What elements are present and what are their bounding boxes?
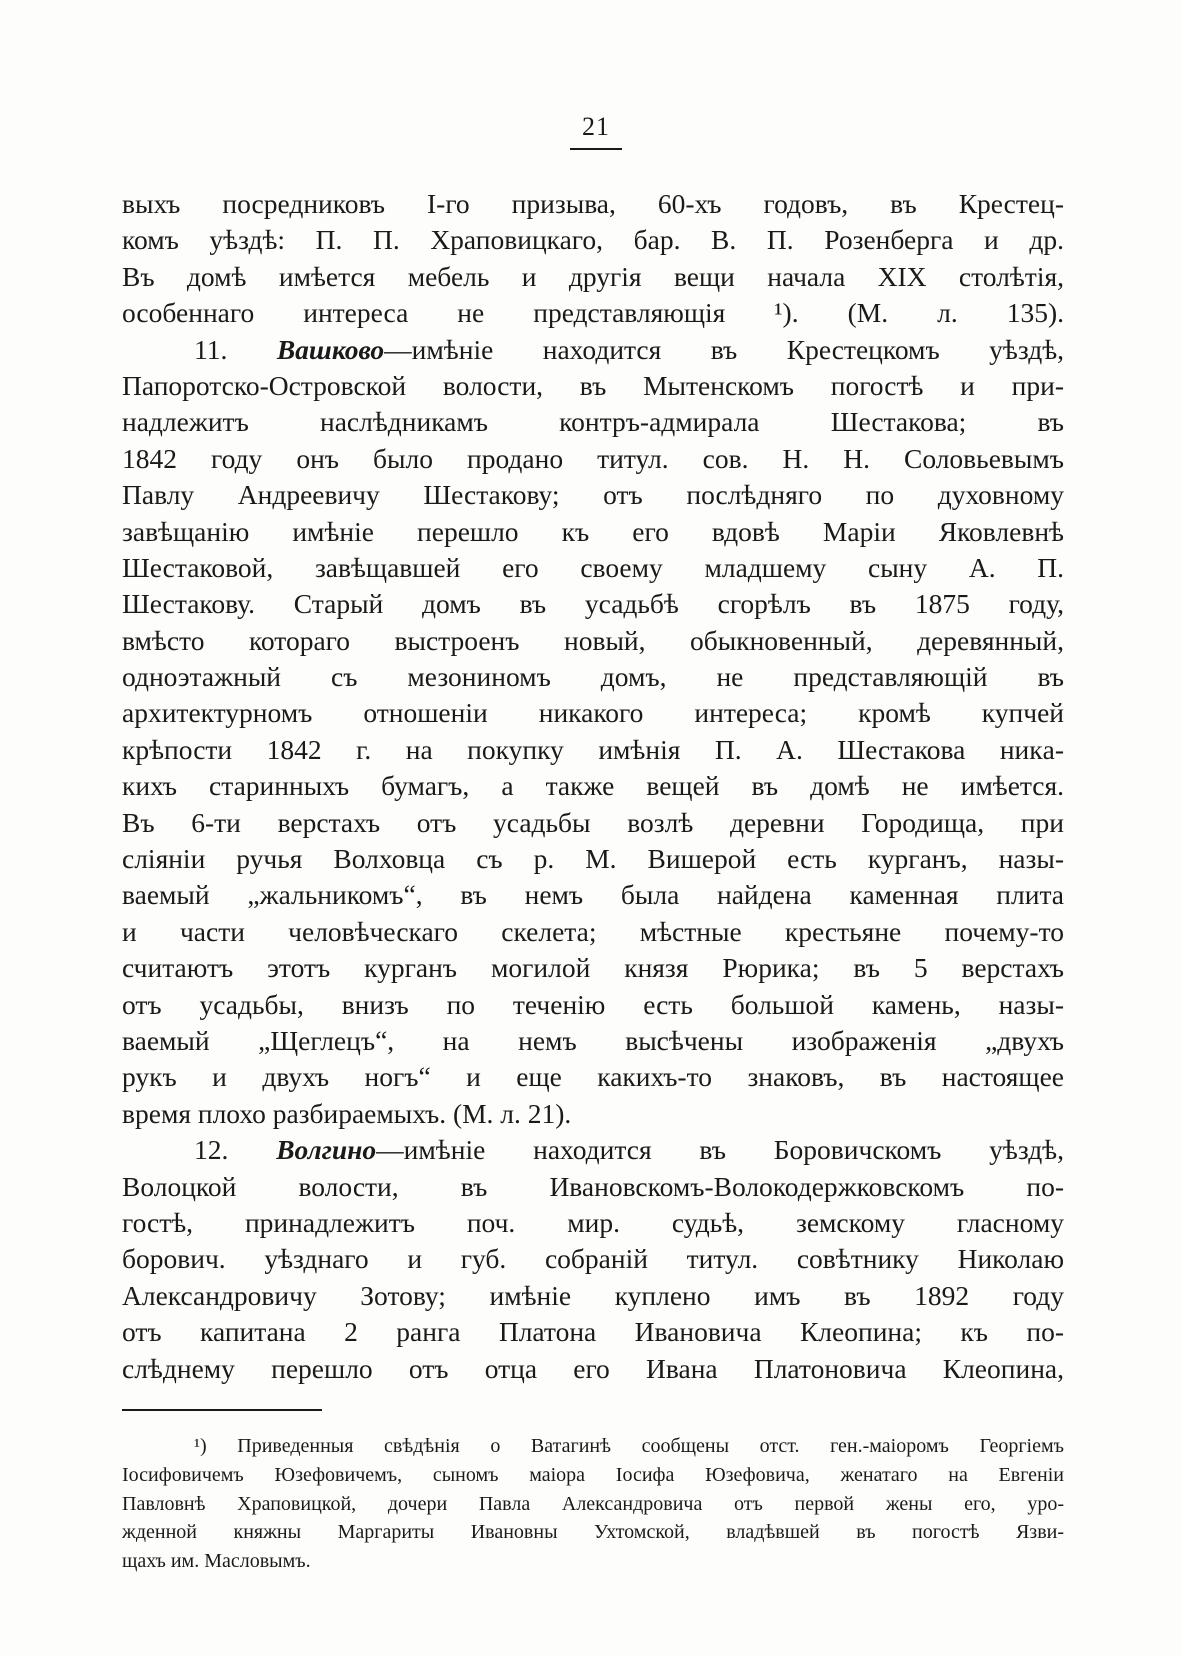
entry-number: 12. bbox=[194, 1134, 277, 1166]
text-line: сліяніи ручья Волховца съ р. М. Вишерой есть курганъ, назы- bbox=[122, 843, 1064, 875]
footnote bbox=[122, 1432, 1064, 1576]
text-line: архитектурномъ отношеніи никакого интереса; кромѣ купчей bbox=[122, 697, 1064, 729]
entry-heading-line bbox=[122, 332, 1064, 368]
text-line: надлежитъ наслѣдникамъ контръ-адмирала Шестакова; въ bbox=[122, 406, 1064, 438]
text-line: одноэтажный съ мезониномъ домъ, не представляющій въ bbox=[122, 661, 1064, 693]
text-line: Павлу Андреевичу Шестакову; отъ послѣдняго по духовному bbox=[122, 479, 1064, 511]
footnote-line: ¹) Приведенныя свѣдѣнія о Ватагинѣ сообщены отст. ген.-маіоромъ Георгіемъ bbox=[194, 1435, 1064, 1457]
text-line: Въ домѣ имѣется мебель и другія вещи начала XIX столѣтія, bbox=[122, 260, 1064, 292]
entry-text: —имѣніе находится въ Крестецкомъ уѣздѣ, bbox=[384, 333, 1064, 365]
text-line: вмѣсто котораго выстроенъ новый, обыкновенный, деревянный, bbox=[122, 624, 1064, 656]
text-line: крѣпости 1842 г. на покупку имѣнія П. А. Шестакова никa- bbox=[122, 733, 1064, 765]
text-line: кихъ старинныхъ бумагъ, а также вещей въ домѣ не имѣется. bbox=[122, 770, 1064, 802]
page-number: 21 bbox=[570, 112, 622, 150]
text-line: и части человѣческаго скелета; мѣстные крестьяне почему-то bbox=[122, 915, 1064, 947]
footnote-line: Іосифовичемъ Юзефовичемъ, сыномъ маіора Іосифа Юзефовича, женатаго на Евгеніи bbox=[122, 1463, 1064, 1486]
text-line: комъ уѣздѣ: П. П. Храповицкаго, бар. В. П. Розенберга и др. bbox=[122, 224, 1064, 256]
entry-name-volgino: Волгино bbox=[276, 1134, 377, 1166]
text-line: Шестакову. Старый домъ въ усадьбѣ сгорѣлъ въ 1875 году, bbox=[122, 588, 1064, 620]
entry-name-vashkovo: Вашково bbox=[276, 333, 385, 365]
text-line: Волоцкой волости, въ Ивановскомъ-Волокодержковскомъ по- bbox=[122, 1170, 1064, 1202]
footnote-line: жденной княжны Маргариты Ивановны Ухтомской, владѣвшей въ погостѣ Язви- bbox=[122, 1521, 1064, 1544]
footnote-divider bbox=[122, 1409, 322, 1411]
text-line: завѣщанію имѣніе перешло къ его вдовѣ Маріи Яковлевнѣ bbox=[122, 515, 1064, 547]
text-line: отъ усадьбы, внизъ по теченію есть большой камень, назы- bbox=[122, 988, 1064, 1020]
entry-heading-line bbox=[122, 1132, 1064, 1168]
text-line: Александровичу Зотову; имѣніе куплено имъ въ 1892 году bbox=[122, 1279, 1064, 1311]
text-line: ваемый „жальникомъ“, въ немъ была найдена каменная плита bbox=[122, 879, 1064, 911]
text-line: выхъ посредниковъ I-го призыва, 60-хъ годовъ, въ Крестец- bbox=[122, 188, 1064, 219]
text-line: ваемый „Щеглецъ“, на немъ высѣчены изображенія „двухъ bbox=[122, 1024, 1064, 1056]
entry-text: —имѣніе находится въ Боровичскомъ уѣздѣ, bbox=[376, 1134, 1064, 1166]
text-line: борович. уѣзднаго и губ. собраній титул. совѣтнику Николаю bbox=[122, 1243, 1064, 1275]
text-line: особеннаго интереса не представляющія ¹). (М. л. 135). bbox=[122, 297, 1064, 329]
entry-number: 11. bbox=[194, 333, 277, 365]
text-line: считаютъ этотъ курганъ могилой князя Рюрика; въ 5 верстахъ bbox=[122, 952, 1064, 984]
text-line: Папоротско-Островской волости, въ Мытенскомъ погостѣ и при- bbox=[122, 369, 1064, 401]
text-line: отъ капитана 2 ранга Платона Ивановича Клеопина; къ по- bbox=[122, 1316, 1064, 1348]
text-line: слѣднему перешло отъ отца его Ивана Платоновича Клеопина, bbox=[122, 1352, 1064, 1384]
text-line: время плохо разбираемыхъ. (М. л. 21). bbox=[122, 1097, 572, 1129]
body-text bbox=[122, 186, 1064, 1387]
footnote-line: Павловнѣ Храповицкой, дочери Павла Александровича отъ первой жены его, уро- bbox=[122, 1492, 1064, 1515]
text-line: Въ 6-ти верстахъ отъ усадьбы возлѣ деревни Городища, при bbox=[122, 806, 1064, 838]
text-line: рукъ и двухъ ногъ“ и еще какихъ-то знаковъ, въ настоящее bbox=[122, 1061, 1064, 1093]
text-line: гостѣ, принадлежитъ поч. мир. судьѣ, земскому гласному bbox=[122, 1206, 1064, 1238]
text-line: Шестаковой, завѣщавшей его своему младшему сыну А. П. bbox=[122, 551, 1064, 583]
footnote-line: щахъ им. Масловымъ. bbox=[122, 1550, 311, 1573]
text-line: 1842 году онъ было продано титул. сов. Н. Н. Соловьевымъ bbox=[122, 442, 1064, 474]
